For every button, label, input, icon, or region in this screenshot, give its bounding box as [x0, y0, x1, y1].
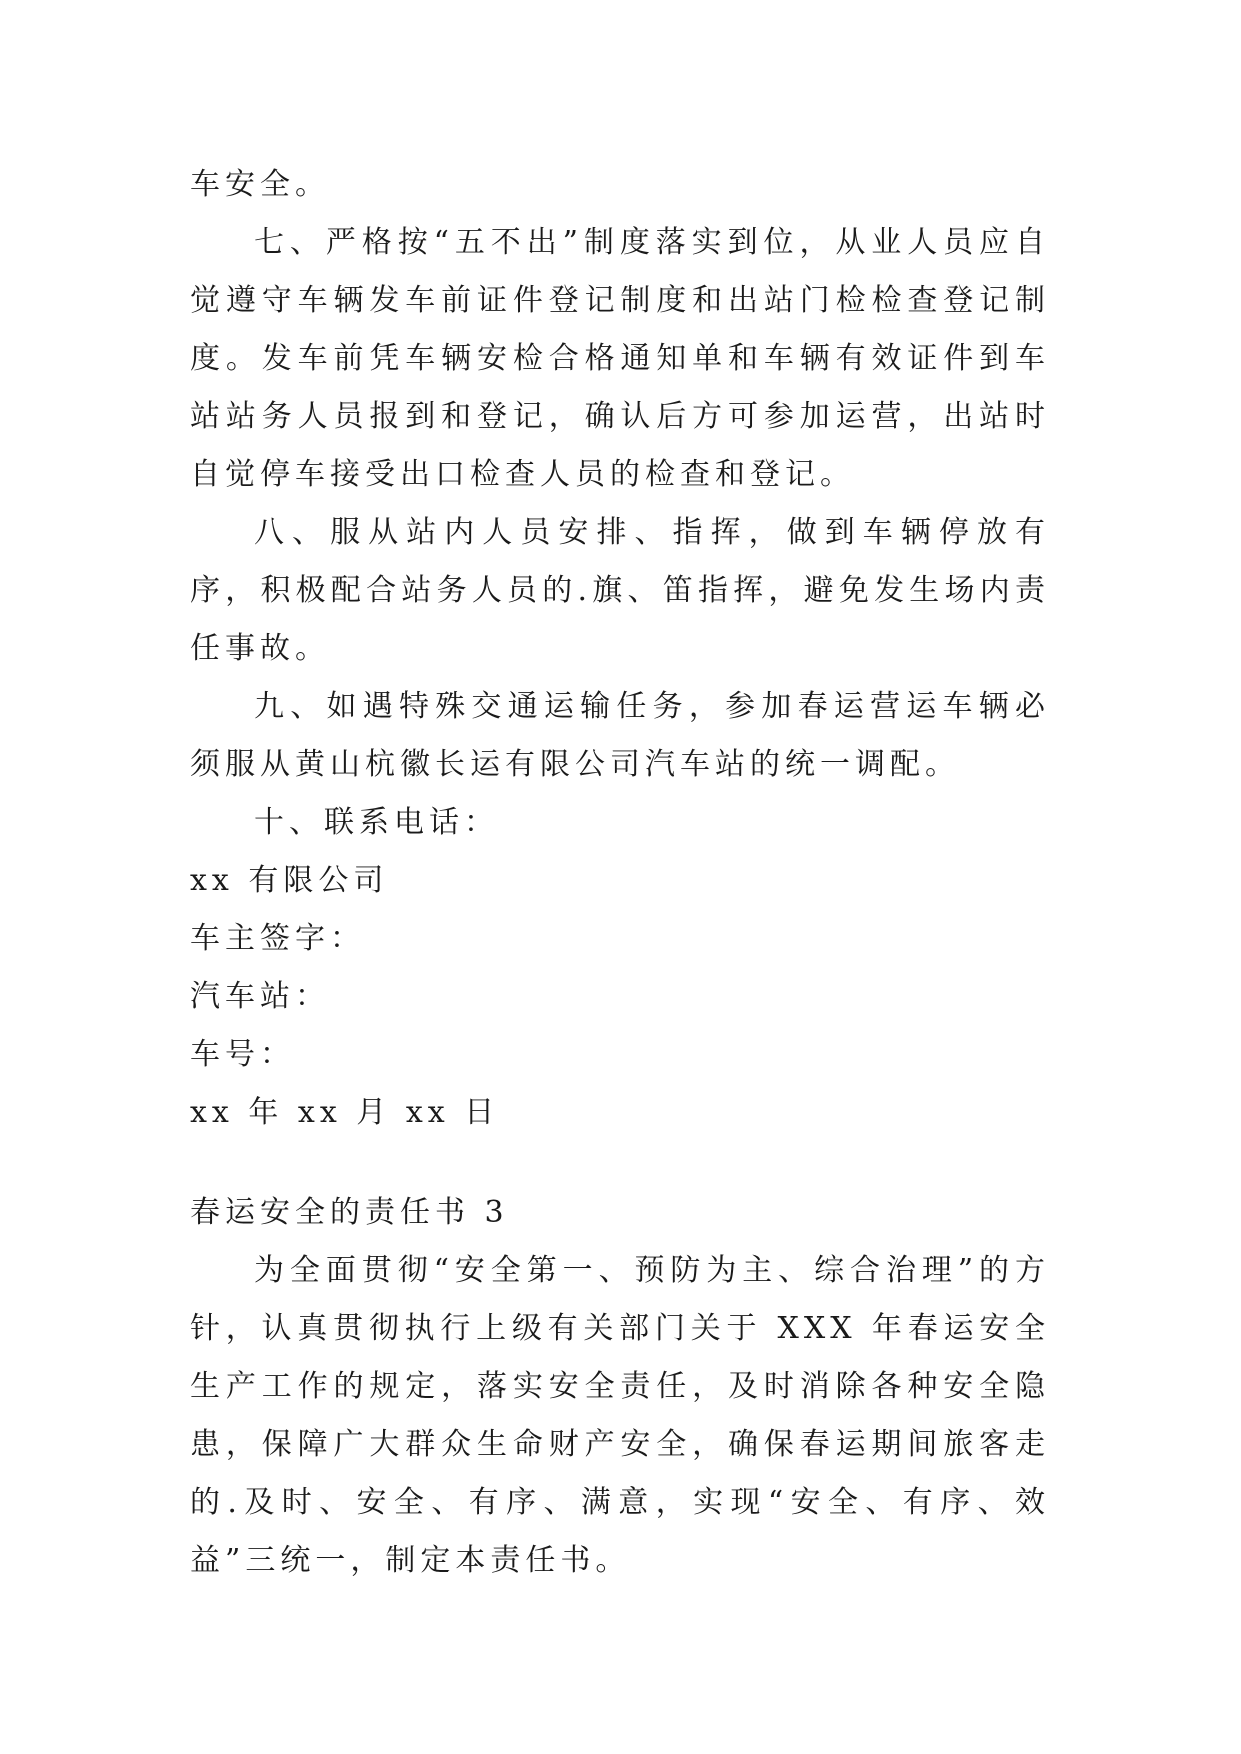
intro-paragraph: 为全面贯彻“安全第一、预防为主、综合治理”的方针，认真贯彻执行上级有关部门关于 XXX 年春运安全生产工作的规定，落实安全责任，及时消除各种安全隐患，保障广大群众生命财产安全，确保春运期间旅客走的.及时、安全、有序、满意，实现“安全、有序、效益”三统一，制定本责任书。	[190, 1253, 1050, 1578]
paragraph-continuation: 车安全。	[190, 167, 330, 202]
paragraph-item-10: 十、联系电话：	[254, 805, 499, 840]
paragraph-item-8: 八、服从站内人员安排、指挥，做到车辆停放有序，积极配合站务人员的.旗、笛指挥，避免发生场内责任事故。	[190, 515, 1050, 666]
station-line: 汽车站：	[190, 979, 330, 1014]
paragraph-item-7: 七、严格按“五不出”制度落实到位，从业人员应自觉遵守车辆发车前证件登记制度和出站门检检查登记制度。发车前凭车辆安检合格通知单和车辆有效证件到车站站务人员报到和登记，确认后方可参加运营，出站时自觉停车接受出口检查人员的检查和登记。	[190, 225, 1050, 492]
company-line: xx 有限公司	[190, 863, 389, 898]
section-gap	[190, 1142, 1050, 1184]
section-title: 春运安全的责任书 3	[190, 1195, 509, 1230]
paragraph-item-9: 九、如遇特殊交通运输任务，参加春运营运车辆必须服从黄山杭徽长运有限公司汽车站的统一调配。	[190, 689, 1050, 782]
date-line: xx 年 xx 月 xx 日	[190, 1095, 500, 1130]
document-body	[190, 156, 1050, 1590]
car-number-line: 车号：	[190, 1037, 295, 1072]
owner-signature-line: 车主签字：	[190, 921, 365, 956]
